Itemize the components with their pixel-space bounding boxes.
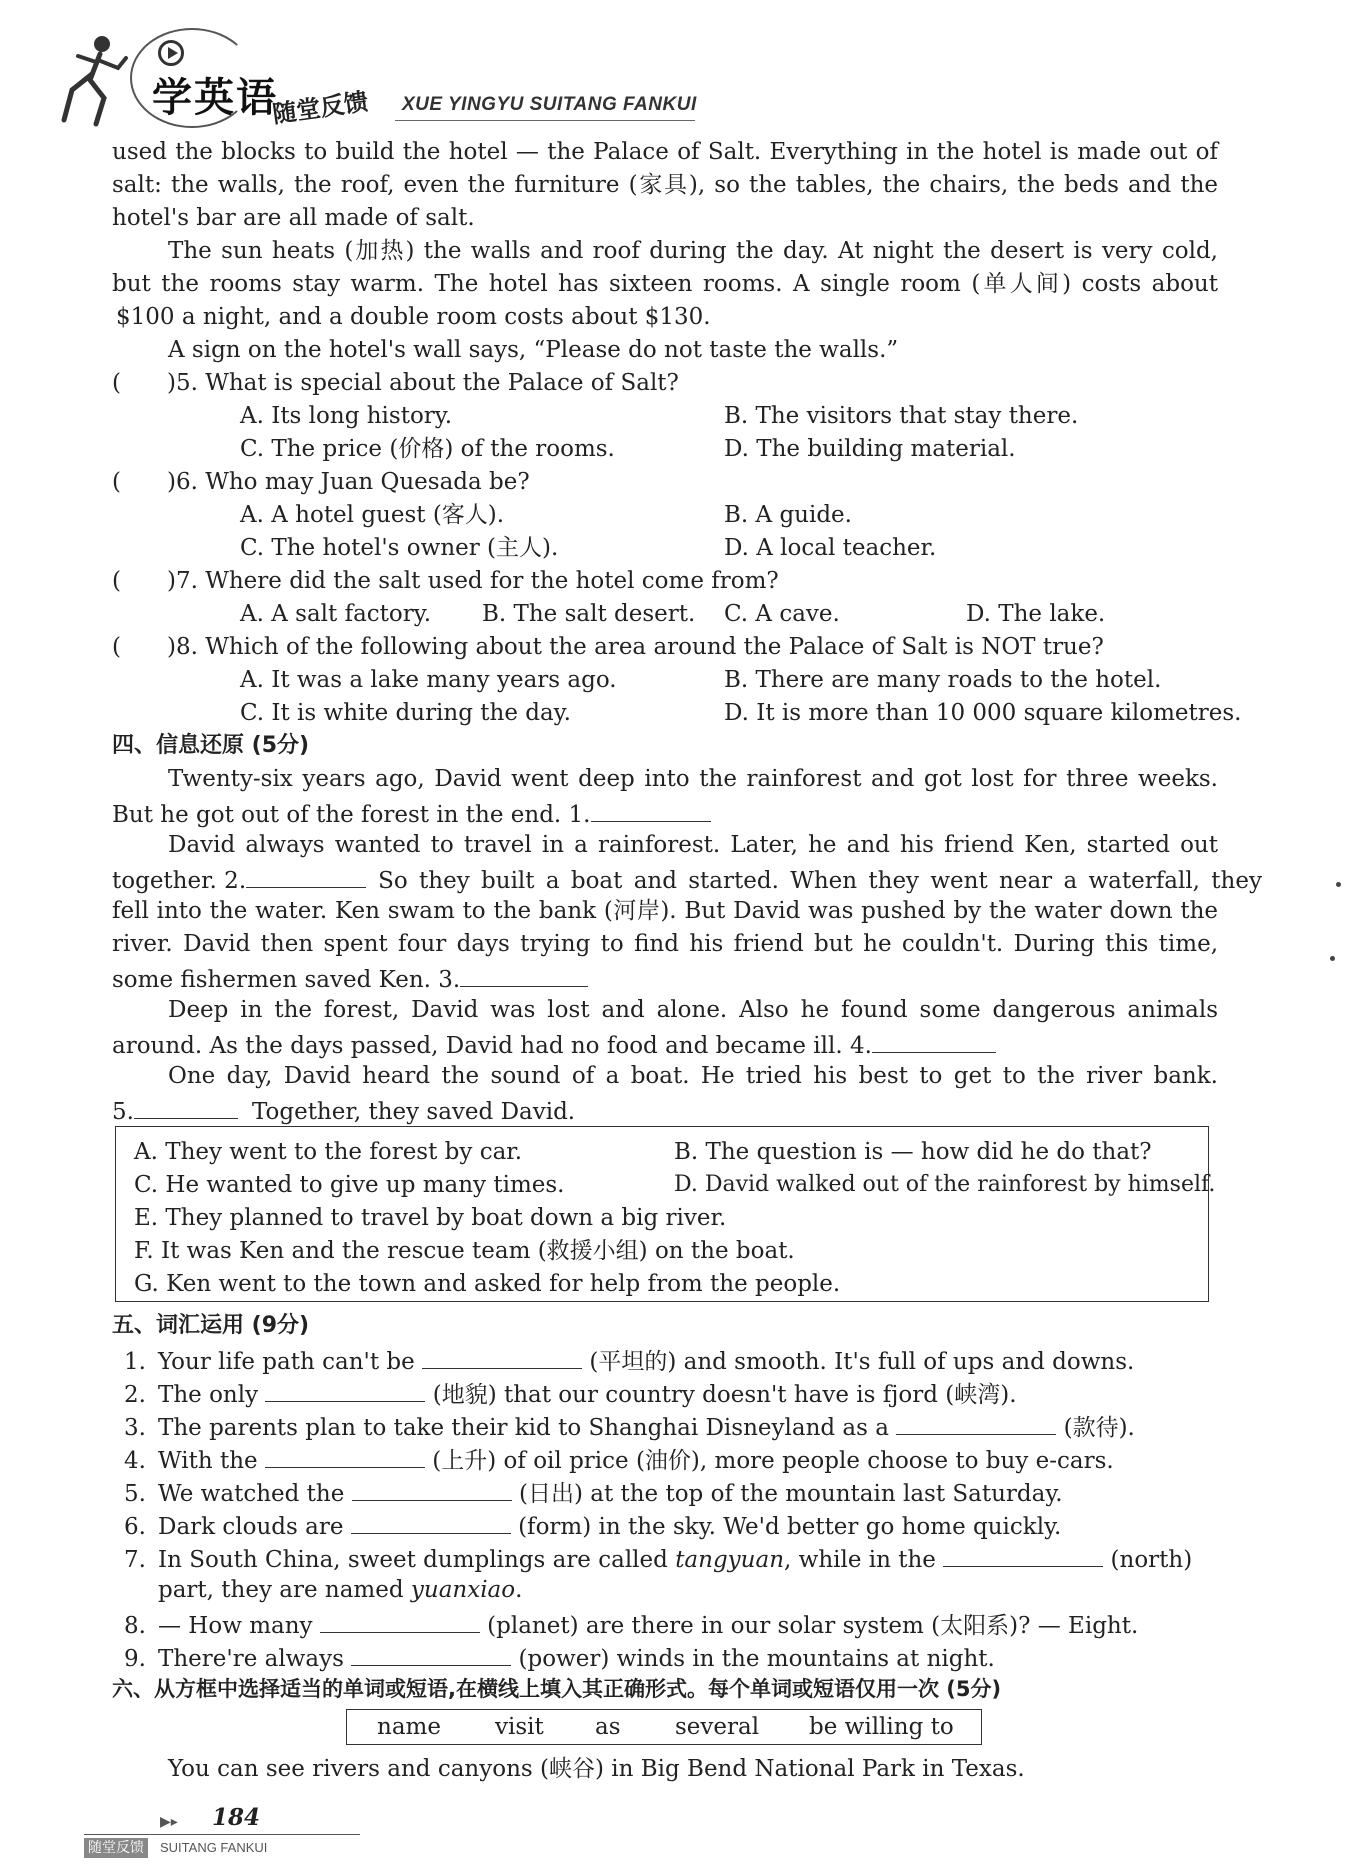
item-number: 2. xyxy=(124,1382,146,1408)
passage-line: $100 a night, and a double room costs about $130. xyxy=(116,304,711,330)
item-number: 4. xyxy=(124,1448,146,1474)
word-bank-item: name xyxy=(377,1714,441,1740)
vocab-item-4 xyxy=(124,1443,1114,1476)
word-bank-item: several xyxy=(675,1714,760,1740)
passage-text: But he got out of the forest in the end. 1. xyxy=(112,802,591,828)
option: A. A hotel guest (客人). xyxy=(240,502,505,528)
passage-text: together. 2. xyxy=(112,868,247,894)
item-number: 3. xyxy=(124,1415,146,1441)
item-text: (平坦的) and smooth. It's full of ups and downs. xyxy=(589,1349,1135,1375)
item-text: (款待). xyxy=(1063,1415,1135,1441)
blank-5[interactable] xyxy=(134,1094,238,1119)
item-text: We watched the xyxy=(158,1481,345,1507)
option: D. A local teacher. xyxy=(724,535,937,561)
option: D. The building material. xyxy=(724,436,1016,462)
item-text: , while in the xyxy=(784,1547,936,1573)
item-text: There're always xyxy=(158,1646,344,1672)
vocab-item-9 xyxy=(124,1641,995,1674)
item-text: (form) in the sky. We'd better go home quickly. xyxy=(518,1514,1062,1540)
passage-text: some fishermen saved Ken. 3. xyxy=(112,967,461,993)
item-number: 8. xyxy=(124,1613,146,1639)
vocab-blank[interactable] xyxy=(943,1542,1103,1567)
question-stem: 7. Where did the salt used for the hotel come from? xyxy=(175,568,779,594)
answer-slot[interactable]: ( ) xyxy=(112,469,176,495)
item-italic: tangyuan xyxy=(675,1547,785,1573)
vocab-item-5 xyxy=(124,1476,1063,1509)
item-number: 1. xyxy=(124,1349,146,1375)
item-text: Your life path can't be xyxy=(158,1349,415,1375)
vocab-blank[interactable] xyxy=(351,1509,511,1534)
runner-logo-icon xyxy=(54,28,134,128)
footer-rule xyxy=(84,1834,360,1835)
option: B. There are many roads to the hotel. xyxy=(724,667,1162,693)
margin-dot xyxy=(1336,882,1341,887)
item-text: (地貌) that our country doesn't have is fjord (峡湾). xyxy=(432,1382,1017,1408)
section-5-heading: 五、词汇运用 (9分) xyxy=(112,1313,310,1338)
item-text: (power) winds in the mountains at night. xyxy=(518,1646,995,1672)
footer-label: SUITANG FANKUI xyxy=(160,1840,268,1855)
item-text: (日出) at the top of the mountain last Saturday. xyxy=(518,1481,1063,1507)
choice-item: D. David walked out of the rainforest by himself. xyxy=(674,1172,1216,1197)
vocab-item-2 xyxy=(124,1377,1017,1410)
question-stem: 5. What is special about the Palace of Salt? xyxy=(175,370,679,396)
vocab-blank[interactable] xyxy=(265,1443,425,1468)
choice-item: C. He wanted to give up many times. xyxy=(134,1172,565,1198)
question-stem: 8. Which of the following about the area around the Palace of Salt is NOT true? xyxy=(175,634,1104,660)
passage-line: used the blocks to build the hotel — the Palace of Salt. Everything in the hotel is made out of xyxy=(112,139,1218,165)
choice-item: G. Ken went to the town and asked for help from the people. xyxy=(134,1271,841,1297)
header-rule xyxy=(395,120,695,121)
passage-text: around. As the days passed, David had no food and became ill. 4. xyxy=(112,1033,872,1059)
word-bank-item: visit xyxy=(495,1714,544,1740)
item-text: (planet) are there in our solar system (太阳系)? — Eight. xyxy=(487,1613,1139,1639)
question-6 xyxy=(112,467,1218,497)
passage-line xyxy=(112,962,1218,995)
footer-badge: 随堂反馈 xyxy=(84,1838,148,1858)
arrow-icon: ▶▸ xyxy=(160,1814,178,1830)
page-footer xyxy=(80,1800,480,1860)
item-text: (north) xyxy=(1110,1547,1193,1573)
option: C. The price (价格) of the rooms. xyxy=(240,436,615,462)
word-bank-item: be willing to xyxy=(809,1714,954,1740)
option: C. It is white during the day. xyxy=(240,700,571,726)
passage-line: David always wanted to travel in a rainforest. Later, he and his friend Ken, started out xyxy=(168,832,1218,858)
option: C. A cave. xyxy=(724,601,840,627)
passage-line xyxy=(112,797,1218,830)
item-number: 5. xyxy=(124,1481,146,1507)
header-title: 学英语 xyxy=(152,75,278,121)
choice-item: A. They went to the forest by car. xyxy=(134,1139,523,1165)
section-4-heading: 四、信息还原 (5分) xyxy=(112,733,310,758)
header-subtitle: 随堂反馈 xyxy=(270,87,370,129)
option: B. The salt desert. xyxy=(482,601,696,627)
vocab-blank[interactable] xyxy=(320,1608,480,1633)
passage-line: salt: the walls, the roof, even the furniture (家具), so the tables, the chairs, the beds and the xyxy=(112,172,1218,198)
answer-slot[interactable]: ( ) xyxy=(112,370,176,396)
item-text: — How many xyxy=(158,1613,313,1639)
item-text: The only xyxy=(158,1382,259,1408)
blank-1[interactable] xyxy=(591,797,711,822)
item-text: (上升) of oil price (油价), more people choose to buy e-cars. xyxy=(432,1448,1114,1474)
vocab-blank[interactable] xyxy=(265,1377,425,1402)
question-7 xyxy=(112,566,1218,596)
option: A. Its long history. xyxy=(240,403,453,429)
vocab-item-6 xyxy=(124,1509,1061,1542)
option: D. The lake. xyxy=(966,601,1106,627)
option: A. It was a lake many years ago. xyxy=(240,667,617,693)
passage-line xyxy=(112,1094,1218,1127)
passage-text: Together, they saved David. xyxy=(251,1099,576,1125)
vocab-blank[interactable] xyxy=(422,1344,582,1369)
passage-line: fell into the water. Ken swam to the bank (河岸). But David was pushed by the water down the xyxy=(112,898,1218,924)
passage-line: hotel's bar are all made of salt. xyxy=(112,205,475,231)
option: B. A guide. xyxy=(724,502,852,528)
passage-line: Twenty-six years ago, David went deep into the rainforest and got lost for three weeks. xyxy=(168,766,1218,792)
question-stem: 6. Who may Juan Quesada be? xyxy=(175,469,530,495)
passage-text: So they built a boat and started. When they went near a waterfall, they xyxy=(378,868,1262,894)
vocab-item-1 xyxy=(124,1344,1134,1377)
item-text: . xyxy=(515,1577,523,1603)
item-text: Dark clouds are xyxy=(158,1514,344,1540)
blank-4[interactable] xyxy=(872,1028,996,1053)
item-number: 9. xyxy=(124,1646,146,1672)
answer-slot[interactable]: ( ) xyxy=(112,568,176,594)
passage-line xyxy=(112,863,1262,896)
item-italic: yuanxiao xyxy=(410,1577,516,1603)
item-text: In South China, sweet dumplings are called xyxy=(158,1547,668,1573)
choice-item: E. They planned to travel by boat down a big river. xyxy=(134,1205,727,1231)
item-text: With the xyxy=(158,1448,258,1474)
vocab-item-8 xyxy=(124,1608,1138,1641)
item-text: The parents plan to take their kid to Shanghai Disneyland as a xyxy=(158,1415,889,1441)
section-6-first-line: You can see rivers and canyons (峡谷) in Big Bend National Park in Texas. xyxy=(168,1756,1025,1782)
passage-line: One day, David heard the sound of a boat. He tried his best to get to the river bank. xyxy=(168,1063,1218,1089)
passage-line xyxy=(112,1028,1218,1061)
choice-box xyxy=(115,1126,1216,1302)
word-bank-item: as xyxy=(595,1714,621,1740)
item-text: part, they are named xyxy=(158,1577,404,1603)
play-icon xyxy=(158,40,184,66)
vocab-blank[interactable] xyxy=(896,1410,1056,1435)
passage-line: Deep in the forest, David was lost and alone. Also he found some dangerous animals xyxy=(168,997,1218,1023)
blank-3[interactable] xyxy=(460,962,588,987)
word-bank-box xyxy=(346,1709,982,1745)
vocab-item-7-cont xyxy=(124,1575,522,1605)
margin-dot xyxy=(1330,956,1335,961)
choice-item: B. The question is — how did he do that? xyxy=(674,1139,1152,1165)
section-6-heading: 六、从方框中选择适当的单词或短语,在横线上填入其正确形式。每个单词或短语仅用一次 (5分) xyxy=(112,1677,1002,1701)
vocab-blank[interactable] xyxy=(351,1641,511,1666)
choice-item: F. It was Ken and the rescue team (救援小组) on the boat. xyxy=(134,1238,795,1264)
passage-text: 5. xyxy=(112,1099,134,1125)
option: D. It is more than 10 000 square kilometres. xyxy=(724,700,1242,726)
page-header xyxy=(40,18,1320,128)
question-8 xyxy=(112,632,1218,662)
vocab-item-7 xyxy=(124,1542,1192,1575)
vocab-blank[interactable] xyxy=(352,1476,512,1501)
blank-2[interactable] xyxy=(246,863,366,888)
item-number: 7. xyxy=(124,1547,146,1573)
vocab-item-3 xyxy=(124,1410,1135,1443)
passage-line: A sign on the hotel's wall says, “Please do not taste the walls.” xyxy=(168,337,899,363)
option: B. The visitors that stay there. xyxy=(724,403,1079,429)
passage-line: river. David then spent four days trying to find his friend but he couldn't. During this time, xyxy=(112,931,1218,957)
page-number: 184 xyxy=(212,1804,261,1831)
item-number: 6. xyxy=(124,1514,146,1540)
question-5 xyxy=(112,368,1218,398)
header-pinyin: XUE YINGYU SUITANG FANKUI xyxy=(402,94,697,115)
option: C. The hotel's owner (主人). xyxy=(240,535,559,561)
passage-line: The sun heats (加热) the walls and roof during the day. At night the desert is very cold, xyxy=(168,238,1218,264)
answer-slot[interactable]: ( ) xyxy=(112,634,176,660)
option: A. A salt factory. xyxy=(240,601,432,627)
passage-line: but the rooms stay warm. The hotel has sixteen rooms. A single room (单人间) costs about xyxy=(112,271,1218,297)
